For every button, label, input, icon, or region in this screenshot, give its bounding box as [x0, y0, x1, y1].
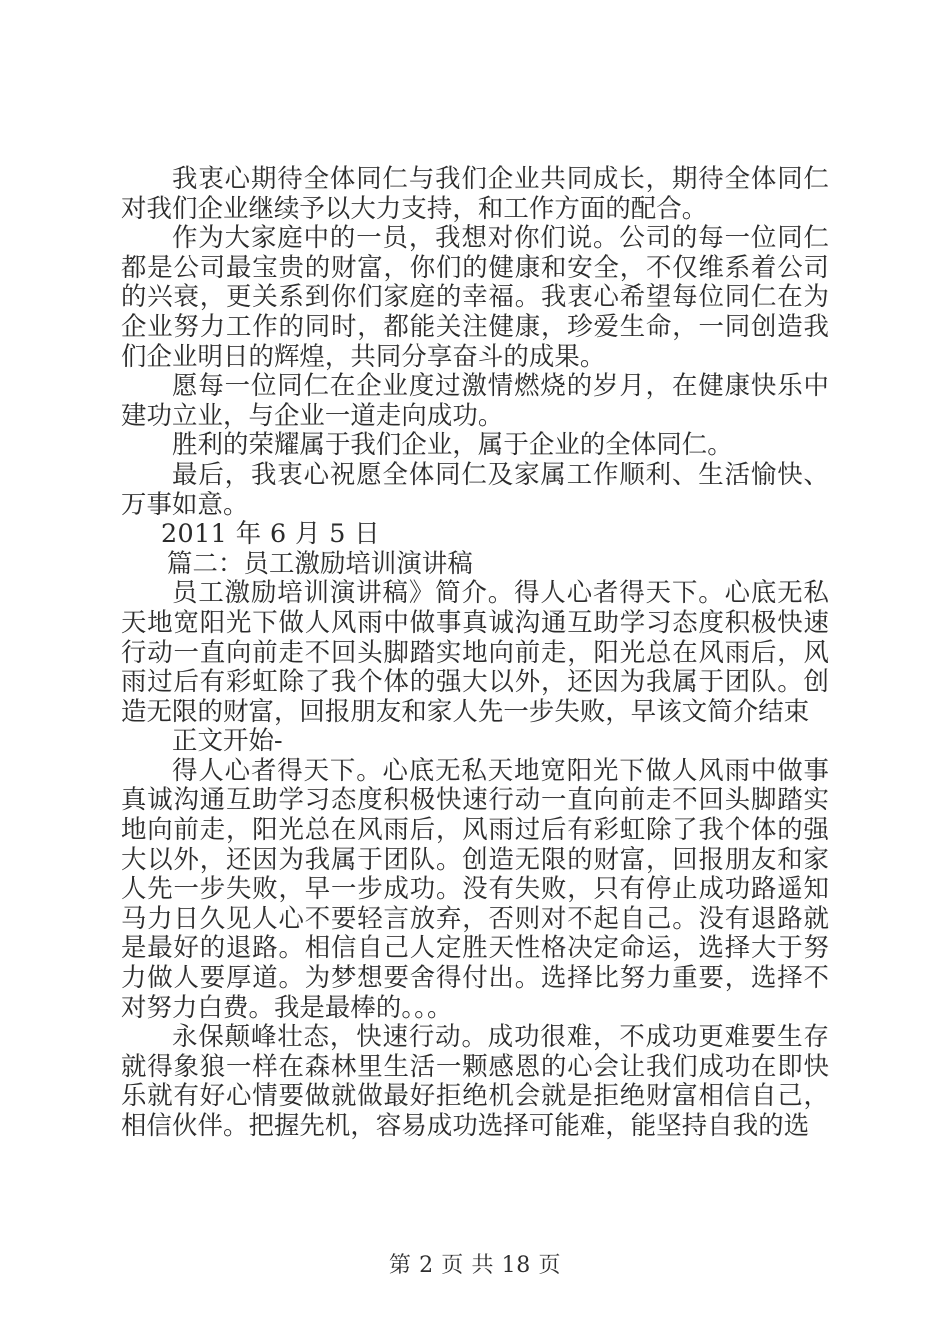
page-number-footer: 第 2 页 共 18 页 — [388, 1253, 562, 1278]
paragraph-abstract: 员工激励培训演讲稿》简介。得人心者得天下。心底无私天地宽阳光下做人风雨中做事真诚沟通互助学习态度积极快速行动一直向前走不回头脚踏实地向前走，阳光总在风雨后，风雨过后有彩虹除了我个体的强大以外，还因为我属于团队。创造无限的财富，回报朋友和家人先一步失败，早该文简介结束 — [121, 577, 829, 726]
paragraph-family-member: 作为大家庭中的一员，我想对你们说。公司的每一位同仁都是公司最宝贵的财富，你们的健康和安全，不仅维系着公司的兴衰，更关系到你们家庭的幸福。我衷心希望每位同仁在为企业努力工作的同时，都能关注健康，珍爱生命，一同创造我们企业明日的辉煌，共同分享奋斗的成果。 — [121, 222, 829, 371]
paragraph-final-wishes: 最后，我衷心祝愿全体同仁及家属工作顺利、生活愉快、万事如意。 — [121, 458, 829, 519]
paragraph-burning-years: 愿每一位同仁在企业度过激情燃烧的岁月，在健康快乐中建功立业，与企业一道走向成功。 — [121, 370, 829, 430]
section-heading-pian-er: 篇二：员工激励培训演讲稿 — [167, 547, 473, 578]
paragraph-main-text-2: 永保颠峰壮态，快速行动。成功很难，不成功更难要生存就得象狼一样在森林里生活一颗感恩的心会让我们成功在即快乐就有好心情要做就做最好拒绝机会就是拒绝财富相信自己，相信伙伴。把握先机，容易成功选择可能难，能坚持自我的选 — [121, 1021, 829, 1140]
paragraph-grow-together: 我衷心期待全体同仁与我们企业共同成长，期待全体同仁对我们企业继续予以大力支持，和工作方面的配合。 — [121, 163, 829, 223]
signature-date: 2011 年 6 月 5 日 — [161, 518, 381, 549]
paragraph-main-text-1: 得人心者得天下。心底无私天地宽阳光下做人风雨中做事真诚沟通互助学习态度积极快速行动一直向前走不回头脚踏实地向前走，阳光总在风雨后，风雨过后有彩虹除了我个体的强大以外，还因为我属于团队。创造无限的财富，回报朋友和家人先一步失败，早一步成功。没有失败，只有停止成功路遥知马力日久见人心不要轻言放弃，否则对不起自己。没有退路就是最好的退路。相信自己人定胜天性格决定命运，选择大于努力做人要厚道。为梦想要舍得付出。选择比努力重要，选择不对努力白费。我是最棒的。。。 — [121, 754, 829, 1022]
body-start-marker: 正文开始- — [172, 725, 283, 756]
paragraph-glory-of-victory: 胜利的荣耀属于我们企业，属于企业的全体同仁。 — [172, 429, 733, 460]
document-body — [121, 164, 829, 1141]
